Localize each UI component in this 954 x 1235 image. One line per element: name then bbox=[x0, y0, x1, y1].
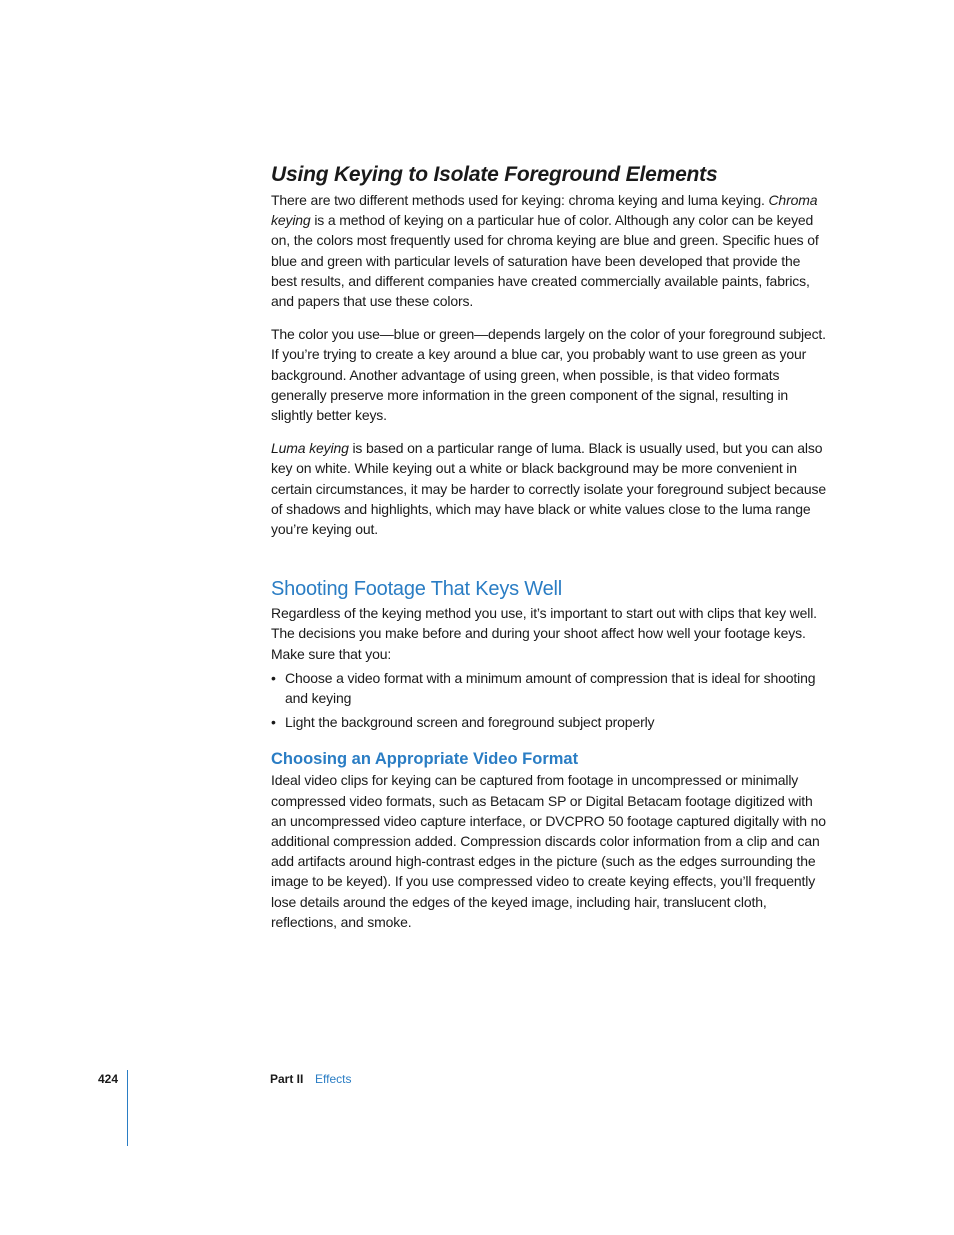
page-content bbox=[271, 160, 827, 932]
list-item-text: Light the background screen and foreground subject properly bbox=[285, 714, 655, 731]
list-item-text: Choose a video format with a minimum amount of compression that is ideal for shooting and keying bbox=[285, 669, 816, 707]
bullet-icon: • bbox=[271, 714, 276, 731]
paragraph-color-choice: The color you use—blue or green—depends largely on the color of your foreground subject. If you’re trying to create a key around a blue car, you probably want to use green as your background. Another advantage of using green, when possible, is that video formats generally preserve more information in the green component of the signal, resulting in slightly better keys. bbox=[271, 326, 826, 424]
list-item bbox=[271, 668, 827, 708]
paragraph-rest: is based on a particular range of luma. Black is usually used, but you can also key on white. While keying out a white or black background may be more convenient in certain circumstances, it may be harder to correctly isolate your foreground subject because of shadows and highlights, which may have black or white values close to the luma range you’re keying out. bbox=[271, 440, 827, 538]
section-video-format bbox=[271, 748, 827, 932]
footer-divider bbox=[127, 1070, 128, 1146]
paragraph-video-format: Ideal video clips for keying can be captured from footage in uncompressed or minimally compressed video formats, such as Betacam SP or Digital Betacam footage digitized with an uncompressed video capture interface, or DVCPRO 50 footage captured digitally with no additional compression added. Compression discards color information from a clip and can add artifacts around high-contrast edges in the picture (such as the edges surrounding the image to be keyed). If you use compressed video to create keying effects, you’ll frequently lose details around the edges of the keyed image, including hair, translucent cloth, reflections, and smoke. bbox=[271, 772, 826, 930]
paragraph-shooting-intro: Regardless of the keying method you use, it’s important to start out with clips that key well. The decisions you make before and during your shoot affect how well your footage keys. Make sure that you: bbox=[271, 605, 817, 662]
paragraph-lead: There are two different methods used for keying: chroma keying and luma keying. bbox=[271, 192, 769, 208]
footer-section-link[interactable]: Effects bbox=[315, 1072, 352, 1086]
term-luma-keying: Luma keying bbox=[271, 440, 349, 457]
bullet-list bbox=[271, 668, 827, 733]
section-heading-shooting: Shooting Footage That Keys Well bbox=[271, 578, 563, 601]
paragraph-rest: is a method of keying on a particular hue of color. Although any color can be keyed on, the colors most frequently used for chroma keying are blue and green. Specific hues of blue and green with particular levels of saturation have been developed that provide the best results, and different companies have created commercially available paints, fabrics, and papers that use these colors. bbox=[271, 212, 819, 310]
section-heading-keying: Using Keying to Isolate Foreground Elements bbox=[271, 163, 718, 186]
section-heading-video-format: Choosing an Appropriate Video Format bbox=[271, 750, 579, 769]
footer-part-label: Part II bbox=[270, 1072, 304, 1086]
bullet-icon: • bbox=[271, 669, 276, 686]
paragraph-keying-methods bbox=[271, 190, 827, 311]
term-chroma-keying: Chroma keying bbox=[271, 192, 818, 229]
page-number: 424 bbox=[98, 1072, 119, 1086]
paragraph-luma-keying bbox=[271, 438, 827, 539]
list-item bbox=[271, 712, 827, 732]
section-shooting-footage bbox=[271, 575, 827, 732]
